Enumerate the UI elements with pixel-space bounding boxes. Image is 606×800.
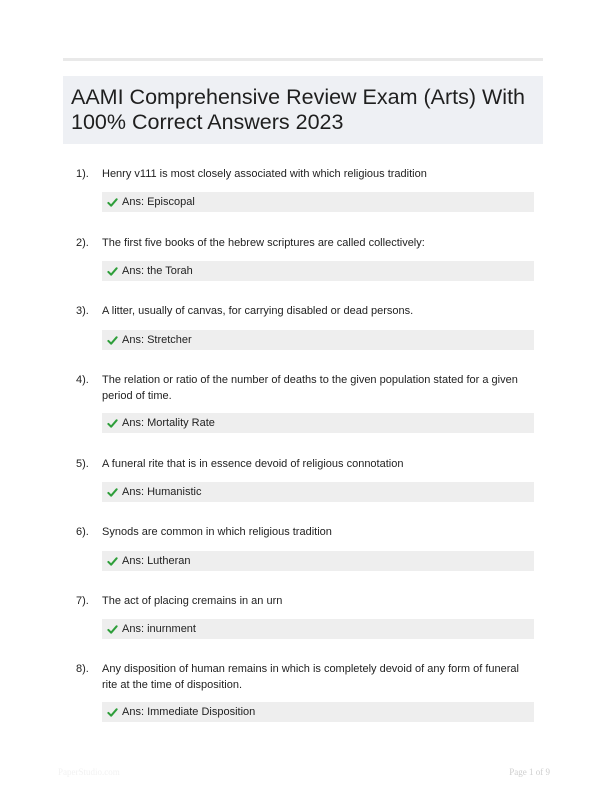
page-title-line-2: 100% Correct Answers 2023 [71,110,344,134]
check-icon [107,487,118,498]
question-number: 3). [76,305,89,317]
page-number: Page 1 of 9 [509,767,550,777]
check-icon [107,197,118,208]
answer-text: Ans: Mortality Rate [122,417,215,429]
answer-text: Ans: Episcopal [122,196,195,208]
answer-text: Ans: Humanistic [122,486,202,498]
check-icon [107,556,118,567]
answer-box [102,482,534,502]
question-number: 1). [76,168,89,180]
answer-box [102,413,534,433]
question-text: Synods are common in which religious tradition [102,526,332,538]
answer-box [102,192,534,212]
question-text: Any disposition of human remains in which is completely devoid of any form of funeral rite at the time of disposition. [102,663,519,691]
answer-box [102,330,534,350]
page-title-line-1: AAMI Comprehensive Review Exam (Arts) With [71,85,525,109]
question-number: 5). [76,458,89,470]
answer-box [102,551,534,571]
check-icon [107,418,118,429]
question-text: The first five books of the hebrew scriptures are called collectively: [102,237,425,249]
question-text: A funeral rite that is in essence devoid of religious connotation [102,458,404,470]
answer-text: Ans: inurnment [122,623,196,635]
check-icon [107,335,118,346]
question-text: The act of placing cremains in an urn [102,595,283,607]
footer-watermark: PaperStudio.com [58,767,120,777]
answer-text: Ans: Stretcher [122,334,192,346]
check-icon [107,624,118,635]
answer-text: Ans: Lutheran [122,555,191,567]
check-icon [107,707,118,718]
question-number: 4). [76,374,89,386]
answer-box [102,619,534,639]
question-text: Henry v111 is most closely associated with which religious tradition [102,168,427,180]
question-number: 6). [76,526,89,538]
question-number: 2). [76,237,89,249]
question-number: 7). [76,595,89,607]
answer-box [102,261,534,281]
question-text: A litter, usually of canvas, for carrying disabled or dead persons. [102,305,414,317]
answer-text: Ans: Immediate Disposition [122,706,256,718]
question-text: The relation or ratio of the number of deaths to the given population stated for a given period of time. [102,374,518,402]
check-icon [107,266,118,277]
answer-box [102,702,534,722]
question-number: 8). [76,663,89,675]
answer-text: Ans: the Torah [122,265,193,277]
